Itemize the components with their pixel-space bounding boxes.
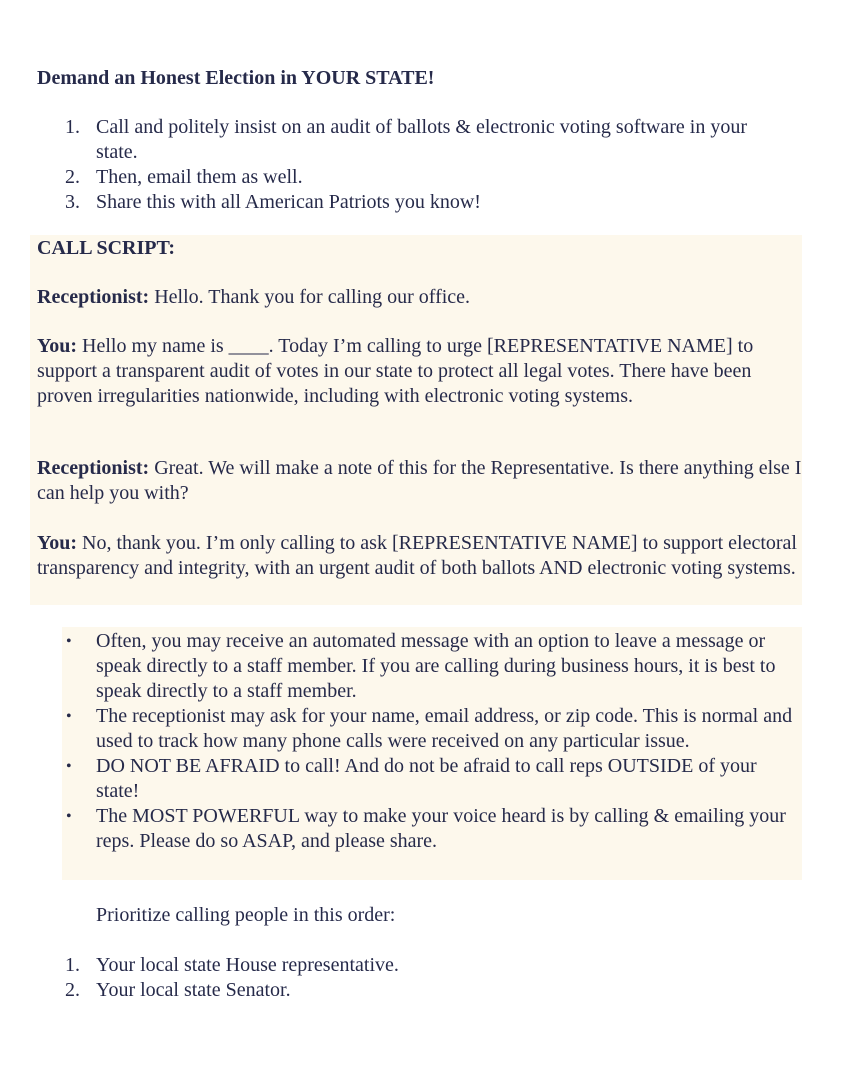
list-item-text: Share this with all American Patriots you know! xyxy=(96,191,481,213)
script-text: Hello my name is ____. Today I’m calling to urge [REPRESENTATIVE NAME] to support a transparent audit of votes in our state to protect all legal votes. There have been proven irregularities nationwide, including with electronic voting systems. xyxy=(37,335,754,407)
list-item xyxy=(0,629,804,704)
list-item-text: Then, email them as well. xyxy=(96,166,303,188)
list-item-text: Your local state Senator. xyxy=(96,979,291,1001)
bullet-icon: • xyxy=(66,758,72,775)
page-title: Demand an Honest Election in YOUR STATE! xyxy=(37,67,435,89)
list-item xyxy=(0,978,776,1003)
list-item-text: Often, you may receive an automated message with an option to leave a message or speak directly to a staff member. If you are calling during business hours, it is best to speak directly to a staff member. xyxy=(96,630,776,702)
list-item-text: Your local state House representative. xyxy=(96,954,399,976)
script-line-you xyxy=(37,531,802,581)
bullet-icon: • xyxy=(66,633,72,650)
list-number: 1. xyxy=(65,116,80,138)
list-item xyxy=(0,953,776,978)
prioritize-note: Prioritize calling people in this order: xyxy=(96,904,396,926)
list-item-text: Call and politely insist on an audit of ballots & electronic voting software in your state. xyxy=(96,116,747,163)
list-item xyxy=(0,704,804,754)
list-number: 2. xyxy=(65,166,80,188)
list-item xyxy=(0,804,804,854)
list-item xyxy=(0,115,776,165)
bullet-icon: • xyxy=(66,708,72,725)
script-line-receptionist xyxy=(37,456,802,506)
script-text: No, thank you. I’m only calling to ask [REPRESENTATIVE NAME] to support electoral transparency and integrity, with an urgent audit of both ballots AND electronic voting systems. xyxy=(37,532,797,579)
script-line-receptionist xyxy=(37,285,802,310)
list-item xyxy=(0,165,776,190)
script-text: Hello. Thank you for calling our office. xyxy=(149,286,471,308)
bullet-icon: • xyxy=(66,808,72,825)
list-number: 2. xyxy=(65,979,80,1001)
script-line-you xyxy=(37,334,802,409)
priority-list xyxy=(0,953,776,1003)
speaker-label: Receptionist: xyxy=(37,457,150,479)
list-number: 1. xyxy=(65,954,80,976)
script-text: Great. We will make a note of this for the Representative. Is there anything else I can help you with? xyxy=(37,457,802,504)
speaker-label: You: xyxy=(37,335,78,357)
speaker-label: Receptionist: xyxy=(37,286,150,308)
list-item xyxy=(0,754,804,804)
call-script-title: CALL SCRIPT: xyxy=(37,237,175,259)
list-item-text: The receptionist may ask for your name, email address, or zip code. This is normal and used to track how many phone calls were received on any particular issue. xyxy=(96,705,793,752)
list-number: 3. xyxy=(65,191,80,213)
speaker-label: You: xyxy=(37,532,78,554)
list-item-text: DO NOT BE AFRAID to call! And do not be afraid to call reps OUTSIDE of your state! xyxy=(96,755,757,802)
action-steps-list xyxy=(0,115,776,215)
list-item-text: The MOST POWERFUL way to make your voice heard is by calling & emailing your reps. Please do so ASAP, and please share. xyxy=(96,805,786,852)
tips-list xyxy=(0,629,804,854)
list-item xyxy=(0,190,776,215)
